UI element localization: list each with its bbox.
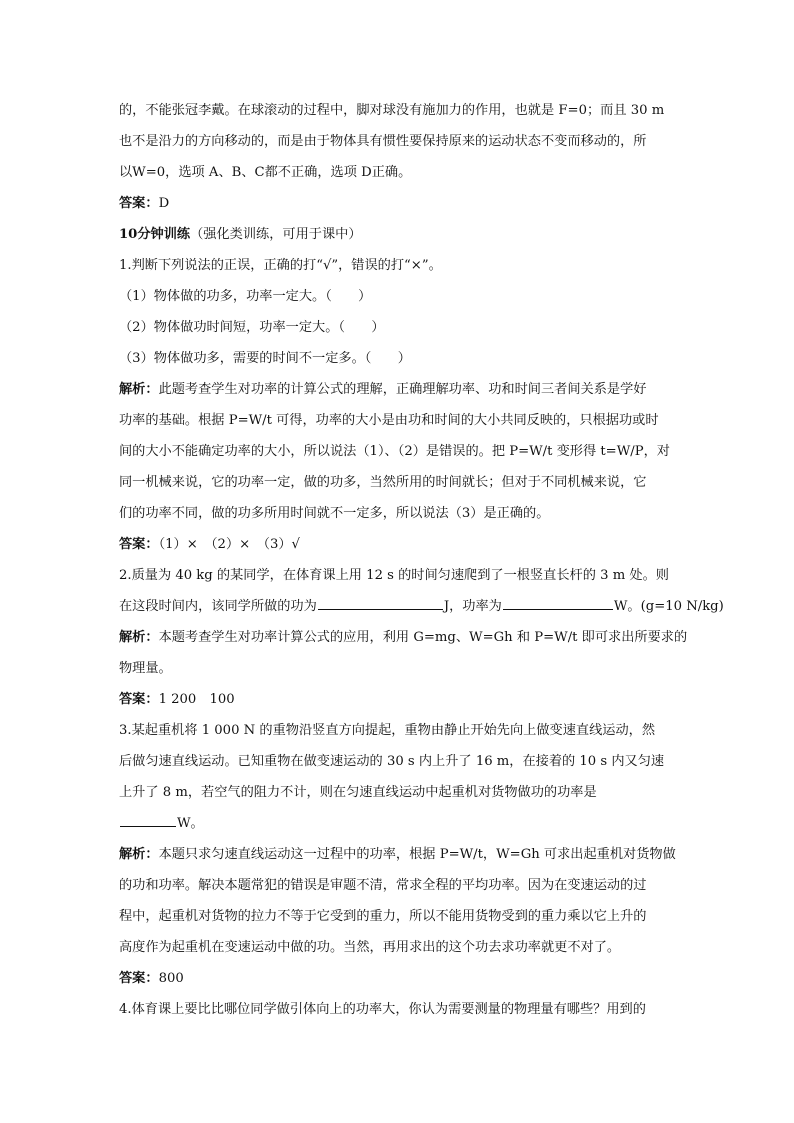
question-1-item: （3）物体做功多，需要的时间不一定多。（ ） xyxy=(119,351,411,366)
section-heading xyxy=(119,219,679,250)
stem-text: 在这段时间内，该同学所做的功为 xyxy=(119,599,317,614)
answer-line xyxy=(119,188,679,219)
answer-value: 1 200 100 xyxy=(158,692,235,707)
text-line: 的，不能张冠李戴。在球滚动的过程中，脚对球没有施加力的作用，也就是 F=0；而且 30 m xyxy=(119,103,665,118)
analysis-line: 程中，起重机对货物的拉力不等于它受到的重力，所以不能用货物受到的重力乘以它上升的 xyxy=(119,909,647,924)
analysis-line: 同一机械来说，它的功率一定，做的功多，当然所用的时间就长；但对于不同机械来说，它 xyxy=(119,475,647,490)
analysis-line: 的功和功率。解决本题常犯的错误是审题不清，常求全程的平均功率。因为在变速运动的过 xyxy=(119,878,647,893)
document-body xyxy=(119,95,724,1025)
analysis-label: 解析： xyxy=(119,847,159,862)
text-line: 以W=0，选项 A、B、C都不正确，选项 D正确。 xyxy=(119,165,412,180)
analysis-line: 物理量。 xyxy=(119,661,172,676)
answer-value: （1）× （2）× （3）√ xyxy=(158,537,300,552)
stem-text: J，功率为 xyxy=(443,599,502,614)
answer-line xyxy=(119,529,679,560)
question-4-stem: 4.体育课上要比比哪位同学做引体向上的功率大，你认为需要测量的物理量有哪些？用到的 xyxy=(119,1002,646,1017)
section-title: 10分钟训练 xyxy=(119,227,191,242)
question-3-stem: 上升了 8 m，若空气的阻力不计，则在匀速直线运动中起重机对货物做功的功率是 xyxy=(119,785,597,800)
analysis-text: 此题考查学生对功率的计算公式的理解，正确理解功率、功和时间三者间关系是学好 xyxy=(158,382,647,397)
text-line: 也不是沿力的方向移动的，而是由于物体具有惯性要保持原来的运动状态不变而移动的，所 xyxy=(119,134,647,149)
question-1-stem: 1.判断下列说法的正误，正确的打“√”，错误的打“×”。 xyxy=(119,258,442,273)
analysis-line: 们的功率不同，做的功多所用时间就不一定多，所以说法（3）是正确的。 xyxy=(119,506,550,521)
answer-value: D xyxy=(158,196,170,211)
analysis-text: 本题只求匀速直线运动这一过程中的功率，根据 P=W/t，W=Gh 可求出起重机对货物做 xyxy=(158,847,676,862)
answer-label: 答案： xyxy=(119,971,159,986)
analysis-line: 间的大小不能确定功率的大小，所以说法（1）、（2）是错误的。把 P=W/t 变形得 t=W/P，对 xyxy=(119,444,670,459)
question-2-stem: 2.质量为 40 kg 的某同学，在体育课上用 12 s 的时间匀速爬到了一根竖直长杆的 3 m 处。则 xyxy=(119,568,669,583)
question-1-item: （2）物体做功时间短，功率一定大。（ ） xyxy=(119,320,385,335)
answer-line xyxy=(119,963,679,994)
analysis-line xyxy=(119,374,679,405)
answer-line xyxy=(119,684,679,715)
question-1-item: （1）物体做的功多，功率一定大。（ ） xyxy=(119,289,372,304)
answer-value: 800 xyxy=(158,971,184,986)
question-3-stem: 后做匀速直线运动。已知重物在做变速运动的 30 s 内上升了 16 m，在接着的 10 s 内又匀速 xyxy=(119,754,665,769)
question-3-stem: 3.某起重机将 1 000 N 的重物沿竖直方向提起，重物由静止开始先向上做变速直线运动，然 xyxy=(119,723,656,738)
answer-label: 答案： xyxy=(119,692,159,707)
section-note: （强化类训练，可用于课中） xyxy=(190,227,362,242)
question-2-stem xyxy=(119,591,724,622)
analysis-line xyxy=(119,622,688,653)
analysis-label: 解析： xyxy=(119,382,159,397)
answer-label: 答案： xyxy=(119,537,159,552)
answer-blank xyxy=(120,812,176,827)
stem-text: W。 xyxy=(177,816,204,831)
question-3-stem xyxy=(119,808,679,839)
stem-text: W。(g=10 N/kg) xyxy=(613,599,724,614)
analysis-text: 本题考查学生对功率计算公式的应用，利用 G=mg、W=Gh 和 P=W/t 即可求出所要求的 xyxy=(158,630,688,645)
analysis-line: 高度作为起重机在变速运动中做的功。当然，再用求出的这个功去求功率就更不对了。 xyxy=(119,940,621,955)
answer-blank xyxy=(318,595,443,610)
analysis-line xyxy=(119,839,679,870)
answer-blank xyxy=(503,595,613,610)
analysis-label: 解析： xyxy=(119,630,159,645)
answer-label: 答案： xyxy=(119,196,159,211)
analysis-line: 功率的基础。根据 P=W/t 可得，功率的大小是由功和时间的大小共同反映的，只根据功或时 xyxy=(119,413,659,428)
